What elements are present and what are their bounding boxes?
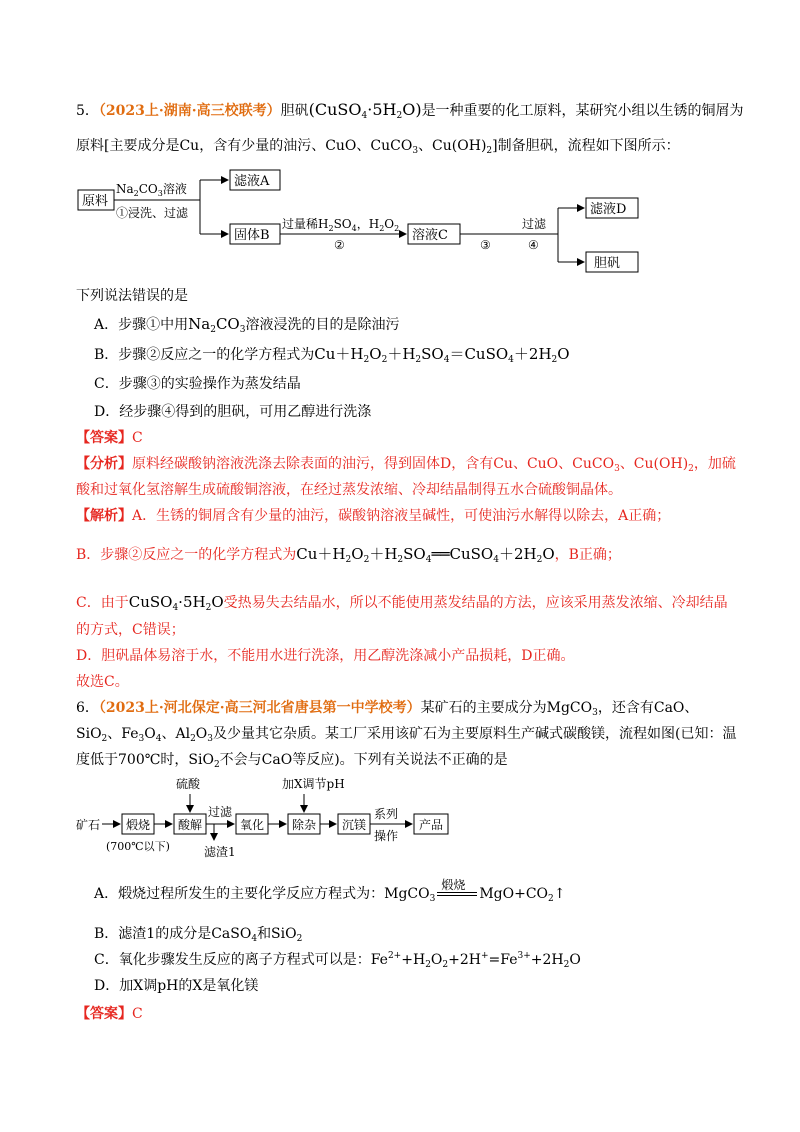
q5-option-a: A．步骤①中用$Na_2CO_3$溶液浸洗的目的是除油污 bbox=[94, 315, 400, 335]
q5-option-d: D．经步骤④得到的胆矾，可用乙醇进行洗涤 bbox=[94, 404, 372, 420]
q5-solution-c: 溶液C bbox=[412, 228, 448, 243]
q6-precip: 沉镁 bbox=[342, 818, 367, 832]
q6-calcine-note: (700℃以下) bbox=[106, 840, 170, 853]
q5-analysis-line2: 酸和过氧化氢溶解生成硫酸铜溶液，在经过蒸发浓缩、冷却结晶制得五水合硫酸铜晶体。 bbox=[76, 482, 622, 498]
q5-reagent1: $Na_2CO_3$溶液 bbox=[116, 182, 187, 198]
q5-source: （2023上·湖南·高三校联考） bbox=[98, 103, 281, 119]
q6-operation: 操作 bbox=[374, 829, 399, 843]
q6-dissolve: 酸解 bbox=[178, 818, 203, 832]
q6-add-x: 加X调节pH bbox=[282, 777, 345, 791]
q6-residue: 滤渣1 bbox=[204, 845, 236, 859]
q6-flowchart bbox=[76, 772, 476, 864]
q6-option-a: A．煅烧过程所发生的主要化学反应方程式为：MgCO$_3$ 煅烧 $MgO+CO_2↑$ bbox=[94, 878, 566, 904]
q6-stem-line1: 6．（2023上·河北保定·高三河北省唐县第一中学校考）某矿石的主要成分为MgCO$_3$，还含有CaO、 bbox=[76, 700, 699, 718]
q6-series: 系列 bbox=[374, 807, 399, 821]
q5-step1: ①浸洗、过滤 bbox=[116, 206, 189, 220]
q6-answer: 【答案】C bbox=[76, 1006, 143, 1022]
q5-filtrate-d: 滤液D bbox=[590, 202, 627, 217]
q6-stem-line2: SiO$_2$、$Fe_3O_4$、$Al_2O_3$及少量其它杂质。某工厂采用该矿石为主要原料生产碱式碳酸镁，流程如图(已知：温 bbox=[76, 726, 737, 744]
q5-explain-c2: 的方式，C错误； bbox=[76, 622, 185, 638]
q5-conclusion: 故选C。 bbox=[76, 674, 129, 690]
q6-option-b: B．滤渣1的成分是CaSO$_4$和SiO$_2$ bbox=[94, 926, 303, 944]
q6-remove: 除杂 bbox=[292, 818, 317, 832]
q5-option-b: B．步骤②反应之一的化学方程式为$Cu+H_2O_2+H_2SO_4=CuSO_4+2H_2O$ bbox=[94, 345, 570, 365]
q6-ore: 矿石 bbox=[76, 818, 101, 832]
q5-filtrate-a: 滤液A bbox=[234, 174, 270, 189]
q6-oxidize: 氧化 bbox=[240, 818, 265, 832]
q5-answer: 【答案】C bbox=[76, 430, 143, 446]
q6-calcine: 煅烧 bbox=[126, 818, 151, 832]
q5-reagent2: 过量稀$H_2SO_4$，$H_2O_2$ bbox=[282, 217, 400, 233]
q5-flowchart bbox=[76, 162, 646, 282]
q5-analysis-line1: 【分析】原料经碳酸钠溶液洗涤去除表面的油污，得到固体D，含有Cu、CuO、CuCO$_3$、$Cu(OH)_2$，加硫 bbox=[76, 456, 736, 474]
q5-filter: 过滤 bbox=[522, 217, 547, 231]
q6-product: 产品 bbox=[419, 818, 444, 832]
q5-step3: ③ bbox=[480, 238, 491, 252]
q6-number: 6． bbox=[76, 700, 99, 716]
q6-stem-line3: 度低于700℃时，SiO$_2$不会与CaO等反应)。下列有关说法不正确的是 bbox=[76, 752, 508, 770]
q5-explain-c1: C．由于$CuSO_4\cdot 5H_2O$受热易失去结晶水，所以不能使用蒸发结晶的方法，应该采用蒸发浓缩、冷却结晶 bbox=[76, 593, 728, 613]
q6-filter: 过滤 bbox=[208, 805, 233, 819]
q6-source: （2023上·河北保定·高三河北省唐县第一中学校考） bbox=[98, 700, 421, 716]
q5-raw-label: 原料 bbox=[82, 194, 109, 209]
q6-acid: 硫酸 bbox=[176, 777, 201, 791]
q5-step2: ② bbox=[334, 238, 345, 252]
q6-option-c: C．氧化步骤发生反应的离子方程式可以是：$Fe^{2+}+H_2O_2+2H^+=Fe^{3+}+2H_2O$ bbox=[94, 951, 581, 970]
q5-stem-line2: 原料[主要成分是Cu，含有少量的油污、CuO、CuCO$_3$、$Cu(OH)_2$]制备胆矾，流程如下图所示： bbox=[76, 138, 680, 156]
q5-stem-line1: 5．（2023上·湖南·高三校联考）胆矾$(CuSO_4\cdot 5H_2O)$是一种重要的化工原料，某研究小组以生锈的铜屑为 bbox=[76, 100, 744, 121]
q5-product: 胆矾 bbox=[594, 256, 621, 271]
q5-number: 5． bbox=[76, 103, 99, 119]
q5-explain-a: 【解析】A．生锈的铜屑含有少量的油污，碳酸钠溶液呈碱性，可使油污水解得以除去，A正确； bbox=[76, 508, 671, 524]
q5-option-c: C．步骤③的实验操作为蒸发结晶 bbox=[94, 376, 301, 392]
q5-step4: ④ bbox=[528, 238, 539, 252]
q5-explain-d: D．胆矾晶体易溶于水，不能用水进行洗涤，用乙醇洗涤减小产品损耗，D正确。 bbox=[76, 648, 575, 664]
q5-solid-b: 固体B bbox=[234, 228, 270, 243]
q5-prompt: 下列说法错误的是 bbox=[76, 288, 188, 304]
q6-option-d: D．加X调pH的X是氧化镁 bbox=[94, 978, 259, 994]
q5-explain-b: B．步骤②反应之一的化学方程式为$Cu+H_2O_2+H_2SO_4══CuSO_4+2H_2O$，B正确； bbox=[76, 545, 621, 565]
